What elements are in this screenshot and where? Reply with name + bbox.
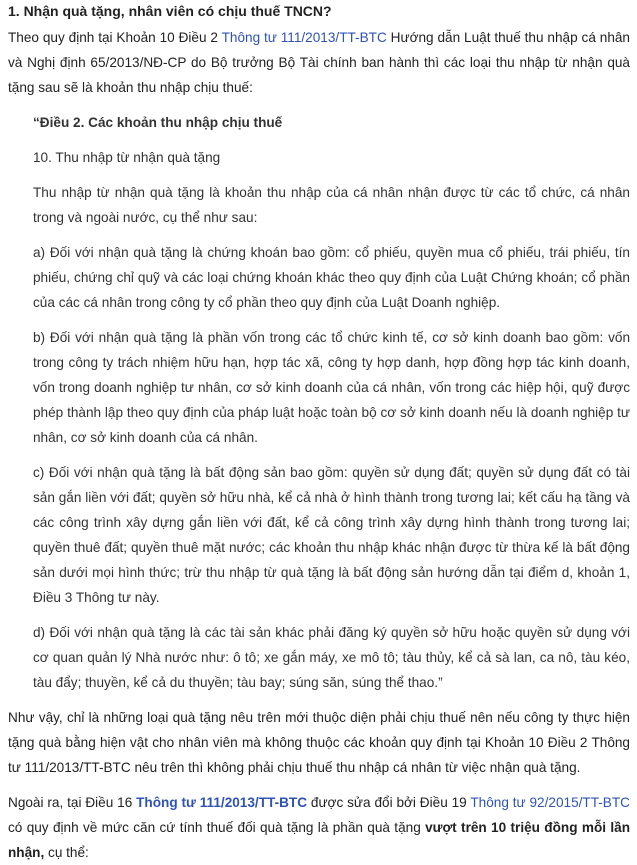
circular-111-link-bold[interactable]: Thông tư 111/2013/TT-BTC — [136, 795, 308, 810]
quote-definition: Thu nhập từ nhận quà tặng là khoản thu nhập của cá nhân nhận được từ các tổ chức, cá nhân trong và ngoài nước, cụ thể như sau: — [33, 185, 630, 225]
intro-paragraph — [8, 25, 630, 100]
quote-title: “Điều 2. Các khoản thu nhập chịu thuế — [33, 115, 283, 130]
circular-111-link[interactable]: Thông tư 111/2013/TT-BTC — [221, 30, 387, 45]
additional-info-paragraph — [8, 790, 630, 865]
intro-text-1: Theo quy định tại Khoản 10 Điều 2 — [8, 30, 222, 45]
circular-92-link[interactable]: Thông tư 92/2015/TT-BTC — [470, 795, 630, 810]
quote-item-a: a) Đối với nhận quà tặng là chứng khoán bao gồm: cổ phiếu, quyền mua cổ phiếu, trái phiếu, tín phiếu, chứng chỉ quỹ và các loại chứng khoán khác theo quy định của Luật Chứng khoán; cổ phần của các cá nhân trong công ty cổ phần theo quy định của Luật Doanh nghiệp. — [33, 245, 630, 310]
quote-item-b: b) Đối với nhận quà tặng là phần vốn trong các tổ chức kinh tế, cơ sở kinh doanh bao gồm: vốn trong công ty trách nhiệm hữu hạn, hợp tác xã, công ty hợp danh, hợp đồng hợp tác kinh doanh, vốn trong doanh nghiệp tư nhân, cơ sở kinh doanh của cá nhân, vốn trong các hiệp hội, quỹ được phép thành lập theo quy định của pháp luật hoặc toàn bộ cơ sở kinh doanh nếu là doanh nghiệp tư nhân, cơ sở kinh doanh của cá nhân. — [33, 330, 630, 445]
conclusion-paragraph: Như vậy, chỉ là những loại quà tặng nêu trên mới thuộc diện phải chịu thuế nên nếu công ty thực hiện tặng quà bằng hiện vật cho nhân viên mà không thuộc các khoản quy định tại Khoản 10 Điều 2 Thông tư 111/2013/TT-BTC nêu trên thì không phải chịu thuế thu nhập cá nhân từ việc nhận quà tặng. — [8, 710, 630, 775]
section-heading: 1. Nhận quà tặng, nhân viên có chịu thuế TNCN? — [8, 3, 332, 19]
additional-text-4: cụ thể: — [44, 845, 89, 860]
quote-item-c: c) Đối với nhận quà tặng là bất động sản bao gồm: quyền sử dụng đất; quyền sử dụng đất có tài sản gắn liền với đất; quyền sở hữu nhà, kể cả nhà ở hình thành trong tương lai; kết cấu hạ tầng và các công trình xây dựng gắn liền với đất, kể cả công trình xây dựng hình thành trong tương lai; quyền thuê đất; quyền thuê mặt nước; các khoản thu nhập khác nhận được từ thừa kế là bất động sản dưới mọi hình thức; trừ thu nhập từ quà tặng là bất động sản hướng dẫn tại điểm d, khoản 1, Điều 3 Thông tư này. — [33, 465, 630, 605]
threshold-emphasis: vượt trên 10 triệu đồng mỗi lần nhận, — [8, 820, 630, 860]
quote-item-heading: 10. Thu nhập từ nhận quà tặng — [33, 150, 221, 165]
law-quote — [8, 110, 630, 695]
additional-text-2: được sửa đổi bởi Điều 19 — [307, 795, 471, 810]
quote-item-d: d) Đối với nhận quà tặng là các tài sản khác phải đăng ký quyền sở hữu hoặc quyền sử dụng với cơ quan quản lý Nhà nước như: ô tô; xe gắn máy, xe mô tô; tàu thủy, kể cả sà lan, ca nô, tàu kéo, tàu đẩy; thuyền, kể cả du thuyền; tàu bay; súng săn, súng thể thao.” — [33, 625, 630, 690]
additional-text-3: có quy định về mức căn cứ tính thuế đối quà tặng là phần quà tặng — [8, 820, 426, 835]
intro-text-2: Hướng dẫn Luật thuế thu nhập cá nhân và Nghị định 65/2013/NĐ-CP do Bộ trưởng Bộ Tài chính ban hành thì các loại thu nhập từ nhận quà tặng sau sẽ là khoản thu nhập chịu thuế: — [8, 30, 630, 95]
additional-text-1: Ngoài ra, tại Điều 16 — [8, 795, 137, 810]
